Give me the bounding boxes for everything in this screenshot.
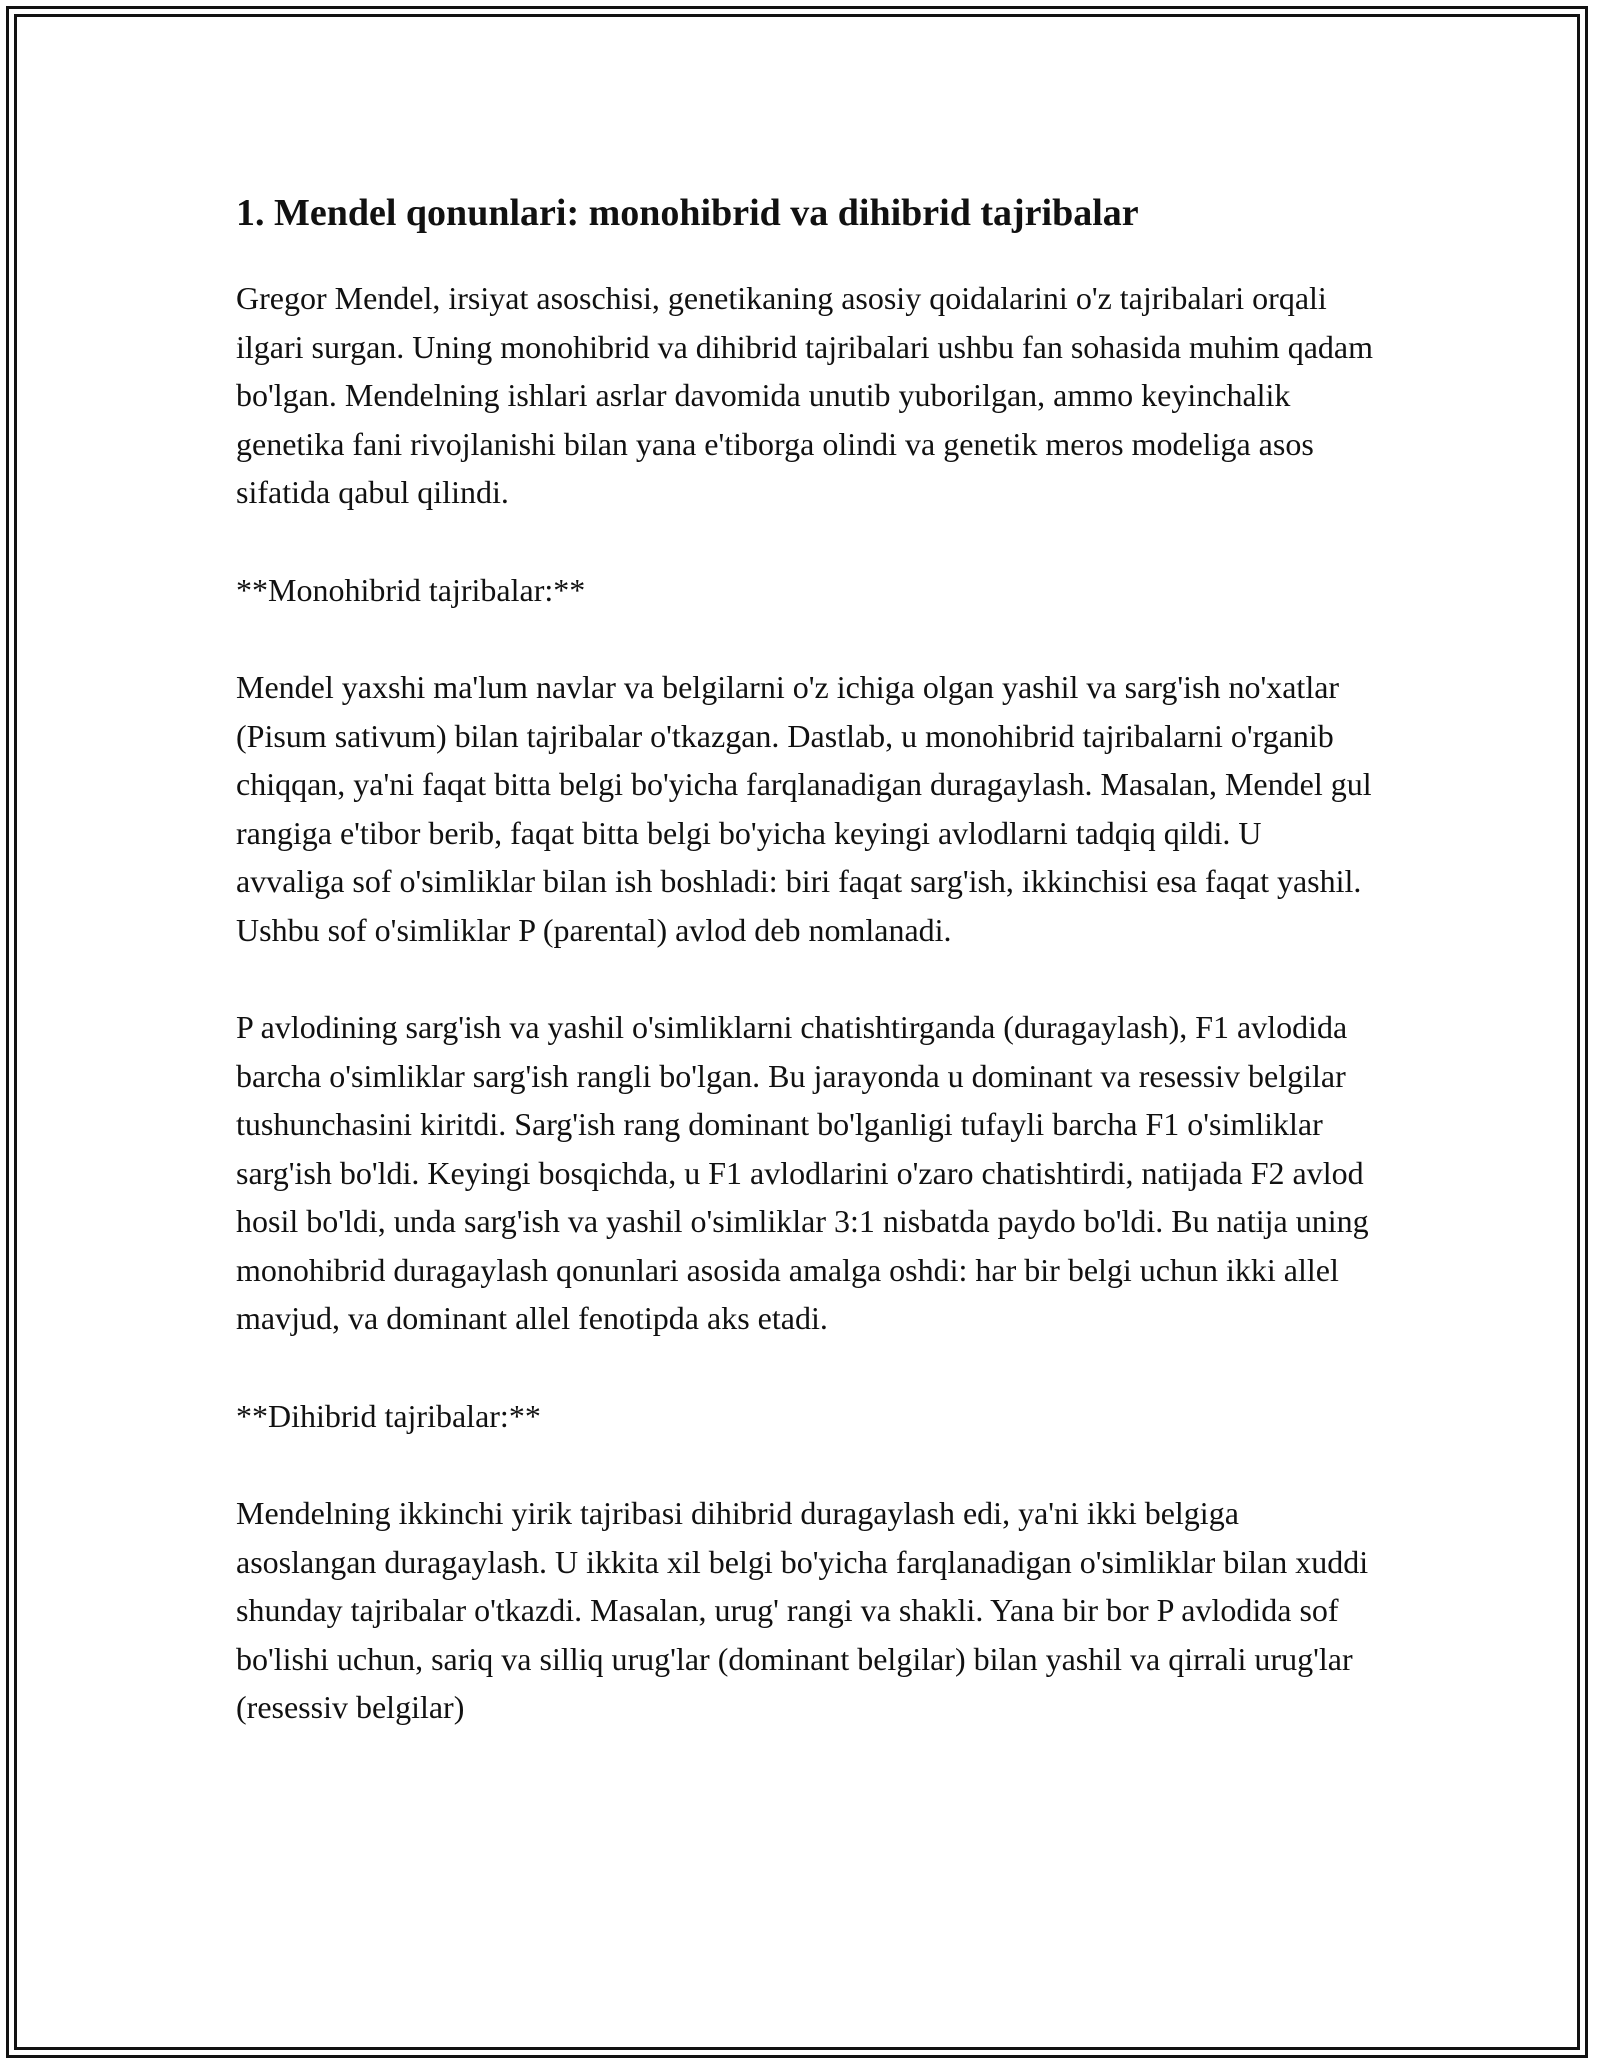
paragraph-intro: Gregor Mendel, irsiyat asoschisi, genetikaning asosiy qoidalarini o'z tajribalari orqali ilgari surgan. Uning monohibrid va dihibrid tajribalari ushbu fan sohasida muhim qadam bo'lgan. Mendelning ishlari asrlar davomida unutib yuborilgan, ammo keyinchalik genetika fani rivojlanishi bilan yana e'tiborga olindi va genetik meros modeliga asos sifatida qabul qilindi.	[236, 280, 1373, 510]
document-body	[236, 182, 1376, 1781]
subheading-monohybrid: **Monohibrid tajribalar:**	[236, 571, 586, 608]
paragraph-dihybrid: Mendelning ikkinchi yirik tajribasi dihibrid duragaylash edi, ya'ni ikki belgiga asoslangan duragaylash. U ikkita xil belgi bo'yicha farqlanadigan o'simliklar bilan xuddi shunday tajribalar o'tkazdi. Masalan, urug' rangi va shakli. Yana bir bor P avlodida sof bo'lishi uchun, sariq va silliq urug'lar (dominant belgilar) bilan yashil va qirrali urug'lar (resessiv belgilar)	[236, 1495, 1369, 1725]
paragraph-monohybrid-2: P avlodining sarg'ish va yashil o'simliklarni chatishtirganda (duragaylash), F1 avlodida barcha o'simliklar sarg'ish rangli bo'lgan. Bu jarayonda u dominant va resessiv belgilar tushunchasini kiritdi. Sarg'ish rang dominant bo'lganligi tufayli barcha F1 o'simliklar sarg'ish bo'ldi. Keyingi bosqichda, u F1 avlodlarini o'zaro chatishtirdi, natijada F2 avlod hosil bo'ldi, unda sarg'ish va yashil o'simliklar 3:1 nisbatda paydo bo'ldi. Bu natija uning monohibrid duragaylash qonunlari asosida amalga oshdi: har bir belgi uchun ikki allel mavjud, va dominant allel fenotipda aks etadi.	[236, 1009, 1369, 1336]
subheading-dihybrid: **Dihibrid tajribalar:**	[236, 1397, 541, 1434]
paragraph-monohybrid-1: Mendel yaxshi ma'lum navlar va belgilarni o'z ichiga olgan yashil va sarg'ish no'xatlar (Pisum sativum) bilan tajribalar o'tkazgan. Dastlab, u monohibrid tajribalarni o'rganib chiqqan, ya'ni faqat bitta belgi bo'yicha farqlanadigan duragaylash. Masalan, Mendel gul rangiga e'tibor berib, faqat bitta belgi bo'yicha keyingi avlodlarni tadqiq qildi. U avvaliga sof o'simliklar bilan ish boshladi: biri faqat sarg'ish, ikkinchisi esa faqat yashil. Ushbu sof o'simliklar P (parental) avlod deb nomlanadi.	[236, 669, 1372, 948]
section-title: 1. Mendel qonunlari: monohibrid va dihibrid tajribalar	[236, 192, 1139, 234]
